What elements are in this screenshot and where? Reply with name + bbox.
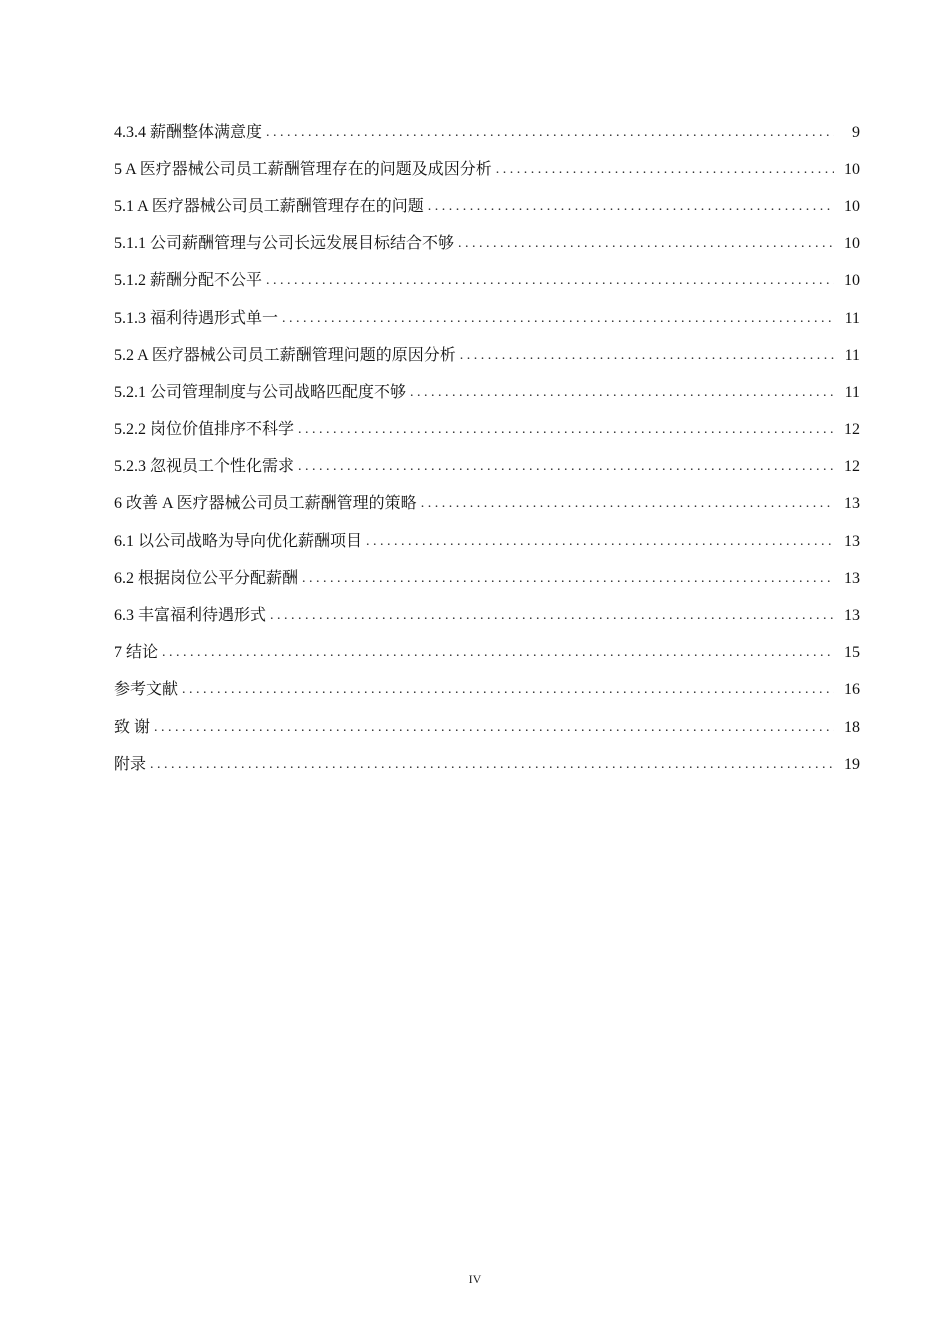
toc-dot-leader [282,309,834,329]
toc-entry-page: 11 [844,383,860,401]
toc-entry-title: 7 结论 [114,644,159,662]
toc-entry[interactable] [114,374,860,411]
toc-entry-page: 15 [844,644,860,662]
toc-entry-title: 5.2 A 医疗器械公司员工薪酬管理问题的原因分析 [114,346,456,364]
toc-entry[interactable] [114,263,860,300]
toc-entry[interactable] [114,560,860,597]
toc-entry[interactable] [114,486,860,523]
toc-entry-page: 13 [844,607,860,625]
toc-dot-leader [421,494,834,514]
toc-dot-leader [270,606,834,626]
toc-entry[interactable] [114,635,860,672]
toc-dot-leader [182,680,834,700]
toc-dot-leader [302,569,834,589]
toc-entry-page: 13 [844,495,860,513]
toc-entry-title: 5.1 A 医疗器械公司员工薪酬管理存在的问题 [114,197,424,215]
toc-dot-leader [496,160,834,180]
toc-entry-title: 6.2 根据岗位公平分配薪酬 [114,569,299,587]
toc-entry[interactable] [114,709,860,746]
toc-entry[interactable] [114,449,860,486]
toc-entry-page: 9 [852,123,860,141]
toc-entry-page: 11 [844,309,860,327]
toc-dot-leader [410,383,834,403]
toc-entry[interactable] [114,672,860,709]
toc-entry-title: 6.3 丰富福利待遇形式 [114,607,267,625]
toc-dot-leader [266,123,834,143]
toc-entry-page: 10 [844,235,860,253]
toc-dot-leader [460,346,834,366]
toc-entry[interactable] [114,226,860,263]
toc-dot-leader [298,420,834,440]
toc-entry[interactable] [114,300,860,337]
toc-entry-page: 19 [844,755,860,773]
toc-entry-page: 12 [844,421,860,439]
toc-dot-leader [162,643,834,663]
toc-entry-title: 致 谢 [114,718,151,736]
toc-entry-title: 5.2.1 公司管理制度与公司战略匹配度不够 [114,383,407,401]
toc-entry-page: 12 [844,458,860,476]
toc-dot-leader [266,271,834,291]
toc-dot-leader [298,457,834,477]
toc-entry-title: 5.2.2 岗位价值排序不科学 [114,421,295,439]
toc-entry[interactable] [114,188,860,225]
toc-entry[interactable] [114,151,860,188]
toc-entry-page: 13 [844,569,860,587]
toc-entry-title: 附录 [114,755,147,773]
toc-entry-page: 10 [844,160,860,178]
toc-entry-page: 11 [844,346,860,364]
toc-entry[interactable] [114,412,860,449]
toc-entry-page: 16 [844,681,860,699]
table-of-contents [114,114,860,783]
toc-entry-page: 18 [844,718,860,736]
toc-entry-title: 4.3.4 薪酬整体满意度 [114,123,263,141]
toc-entry[interactable] [114,337,860,374]
toc-entry-title: 5.1.3 福利待遇形式单一 [114,309,279,327]
toc-dot-leader [150,755,834,775]
toc-dot-leader [428,197,834,217]
page-number: IV [468,1272,482,1286]
toc-entry-title: 5.1.2 薪酬分配不公平 [114,272,263,290]
toc-entry[interactable] [114,523,860,560]
toc-entry-title: 5.1.1 公司薪酬管理与公司长远发展目标结合不够 [114,235,455,253]
toc-entry[interactable] [114,597,860,634]
toc-entry-title: 6.1 以公司战略为导向优化薪酬项目 [114,532,363,550]
toc-entry[interactable] [114,746,860,783]
toc-entry-title: 参考文献 [114,681,179,699]
toc-entry-page: 10 [844,197,860,215]
toc-dot-leader [366,532,834,552]
toc-entry[interactable] [114,114,860,151]
toc-dot-leader [154,718,834,738]
toc-dot-leader [458,234,834,254]
toc-entry-page: 13 [844,532,860,550]
toc-entry-title: 5.2.3 忽视员工个性化需求 [114,458,295,476]
toc-entry-title: 6 改善 A 医疗器械公司员工薪酬管理的策略 [114,495,417,513]
toc-entry-page: 10 [844,272,860,290]
toc-entry-title: 5 A 医疗器械公司员工薪酬管理存在的问题及成因分析 [114,160,492,178]
